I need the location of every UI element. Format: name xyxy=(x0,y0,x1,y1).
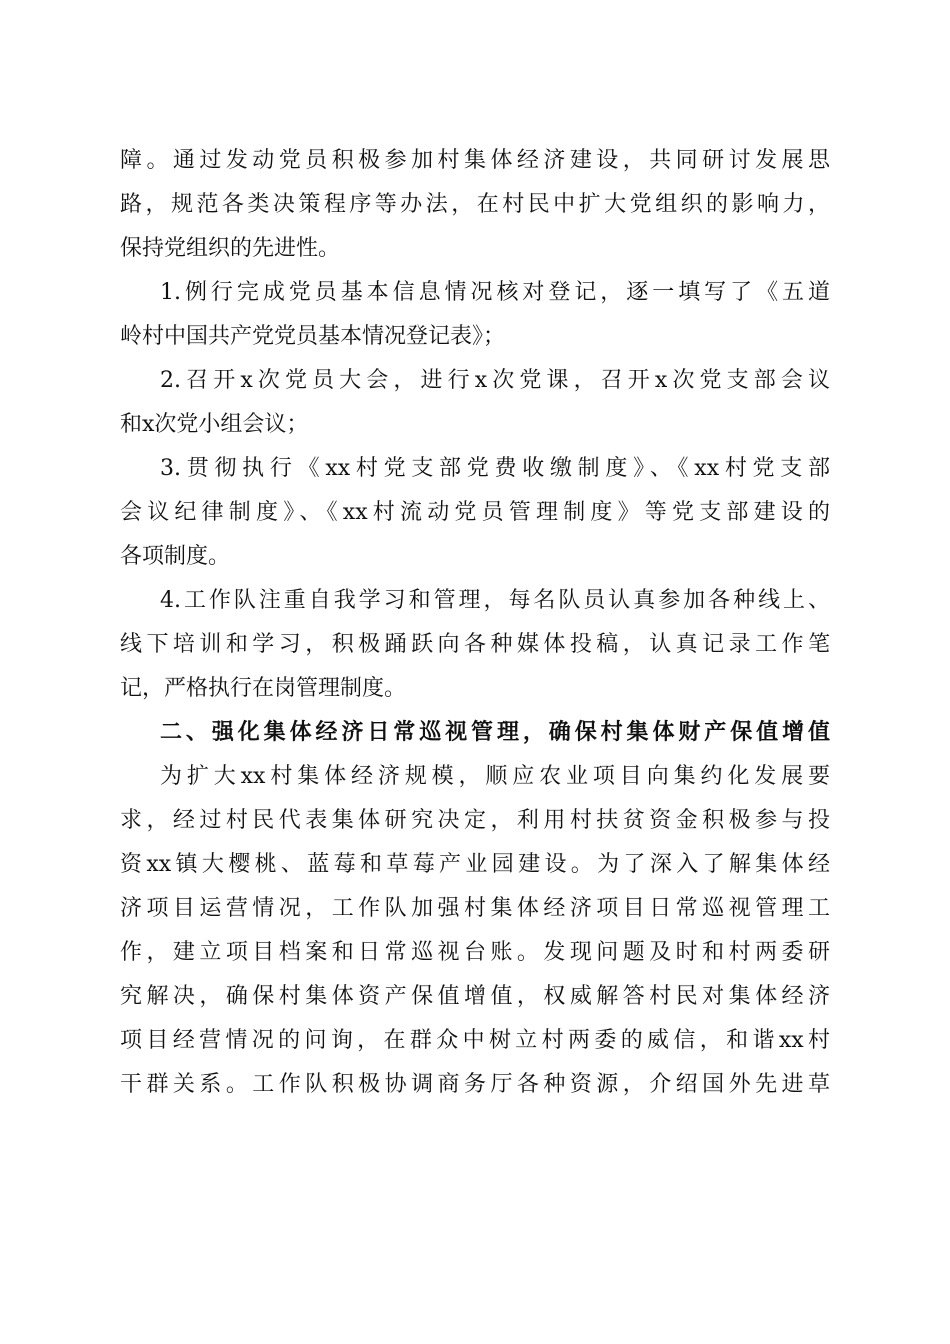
body-text-line: 作，建立项目档案和日常巡视台账。发现问题及时和村两委研 xyxy=(120,940,830,965)
list-item-line: 会议纪律制度》、《xx村流动党员管理制度》等党支部建设的 xyxy=(120,500,830,525)
list-item-line: 和x次党小组会议； xyxy=(120,412,309,437)
list-item-line: 记，严格执行在岗管理制度。 xyxy=(120,676,407,701)
list-item-line: 3.贯彻执行《xx村党支部党费收缴制度》、《xx村党支部 xyxy=(160,456,830,481)
body-text-line: 项目经营情况的问询，在群众中树立村两委的威信，和谐xx村 xyxy=(120,1028,830,1053)
body-text-line: 干群关系。工作队积极协调商务厅各种资源，介绍国外先进草 xyxy=(120,1072,830,1097)
body-text-line: 障。通过发动党员积极参加村集体经济建设，共同研讨发展思 xyxy=(120,148,830,173)
body-text-line: 求，经过村民代表集体研究决定，利用村扶贫资金积极参与投 xyxy=(120,808,830,833)
section-heading: 二、强化集体经济日常巡视管理，确保村集体财产保值增值 xyxy=(160,720,830,745)
list-item-line: 岭村中国共产党党员基本情况登记表》； xyxy=(120,324,506,349)
body-text-line: 资xx镇大樱桃、蓝莓和草莓产业园建设。为了深入了解集体经 xyxy=(120,852,830,877)
body-text-line: 究解决，确保村集体资产保值增值，权威解答村民对集体经济 xyxy=(120,984,830,1009)
list-item-line: 1.例行完成党员基本信息情况核对登记，逐一填写了《五道 xyxy=(160,280,830,305)
list-item-line: 2.召开x次党员大会，进行x次党课，召开x次党支部会议 xyxy=(160,368,830,393)
list-item-line: 各项制度。 xyxy=(120,544,231,569)
list-item-line: 线下培训和学习，积极踊跃向各种媒体投稿，认真记录工作笔 xyxy=(120,632,830,657)
body-text-line: 路，规范各类决策程序等办法，在村民中扩大党组织的影响力， xyxy=(120,192,830,217)
body-text-line: 保持党组织的先进性。 xyxy=(120,236,341,261)
body-text-line: 济项目运营情况，工作队加强村集体经济项目日常巡视管理工 xyxy=(120,896,830,921)
list-item-line: 4.工作队注重自我学习和管理，每名队员认真参加各种线上、 xyxy=(160,588,830,613)
body-text-line: 为扩大xx村集体经济规模，顺应农业项目向集约化发展要 xyxy=(160,764,830,789)
